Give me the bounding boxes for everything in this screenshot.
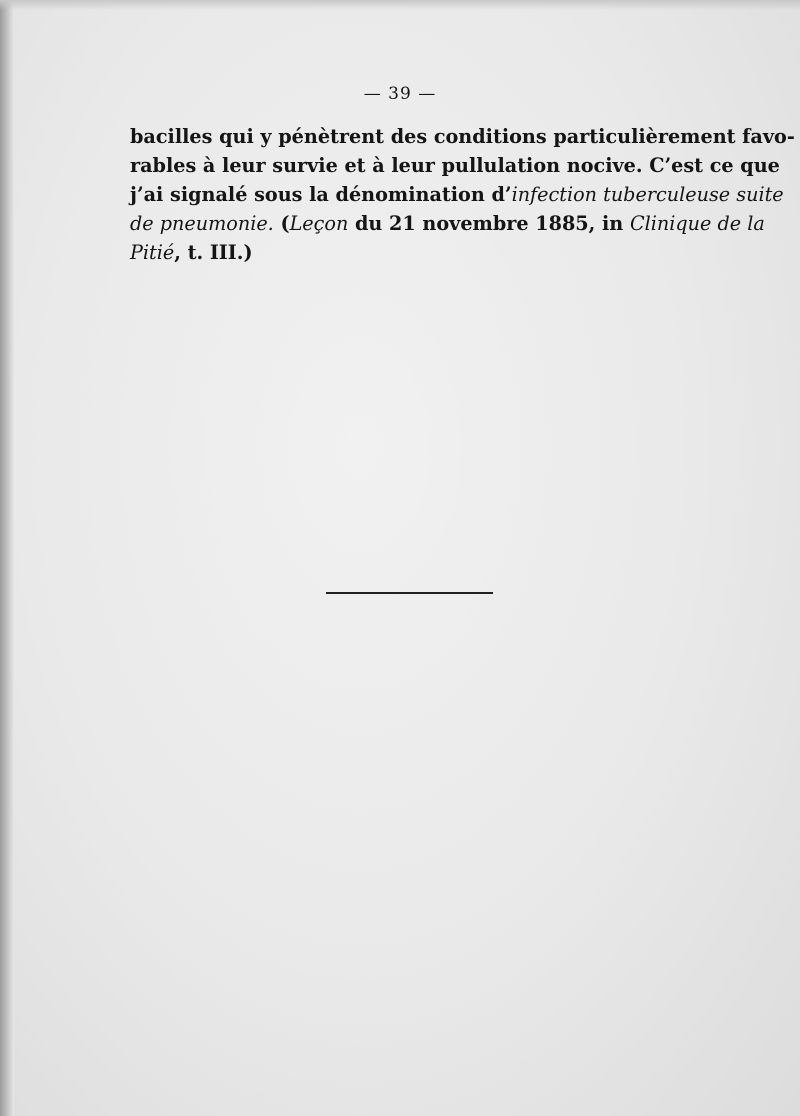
text-line bbox=[130, 122, 795, 151]
text-run: , t. III.) bbox=[174, 241, 253, 264]
body-paragraph bbox=[130, 122, 795, 267]
text-run: du 21 novembre 1885, in bbox=[348, 212, 630, 235]
italic-run: Pitié bbox=[130, 241, 175, 264]
page-number: — 39 — bbox=[363, 84, 437, 104]
text-line bbox=[130, 209, 765, 238]
text-run: ( bbox=[273, 212, 290, 235]
italic-run: infection tuberculeuse suite bbox=[511, 183, 784, 206]
section-divider-rule bbox=[326, 592, 493, 594]
text-run: bacilles qui y pénètrent des conditions particulièrement favo- bbox=[130, 125, 795, 148]
binding-shadow bbox=[0, 0, 14, 1116]
text-line bbox=[130, 238, 692, 267]
text-line bbox=[130, 151, 780, 180]
italic-run: Clinique de la bbox=[629, 212, 765, 235]
text-run: rables à leur survie et à leur pullulation nocive. C’est ce que bbox=[130, 154, 780, 177]
text-run: j’ai signalé sous la dénomination d’ bbox=[130, 183, 512, 206]
italic-run: Leçon bbox=[289, 212, 349, 235]
top-edge-shadow bbox=[0, 0, 800, 10]
text-line bbox=[130, 180, 784, 209]
italic-run: de pneumonie. bbox=[130, 212, 274, 235]
